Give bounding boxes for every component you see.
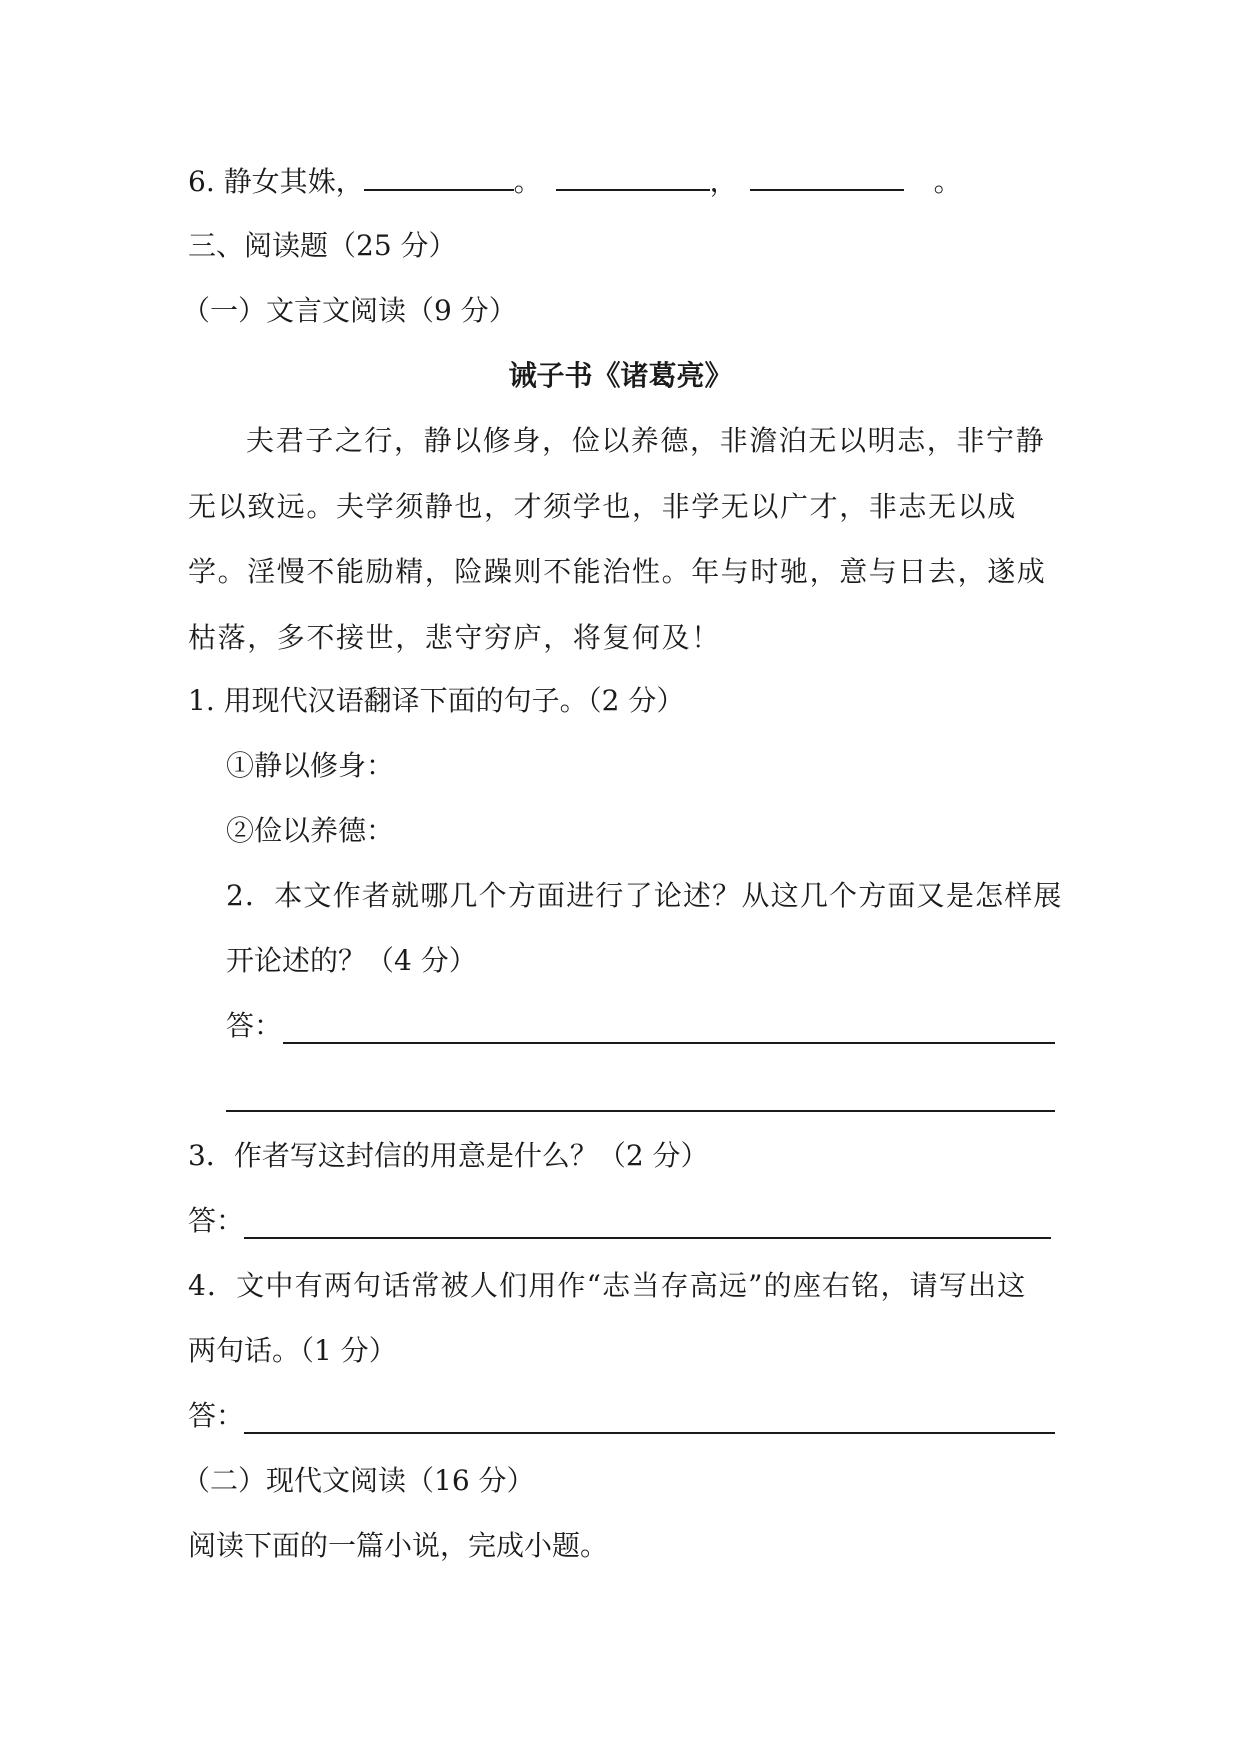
q6-sep-1: 。 (513, 165, 542, 198)
q6-prefix: 6. 静女其姝， (188, 165, 364, 198)
q1-item-1: ①静以修身： (226, 749, 395, 782)
part-2-heading: （二）现代文阅读（16 分） (182, 1464, 535, 1497)
q3-answer-line[interactable] (244, 1237, 1051, 1239)
q3-prompt: 3．作者写这封信的用意是什么？（2 分） (188, 1139, 709, 1172)
q2-prompt-line-2: 开论述的？（4 分） (226, 944, 477, 977)
q6-end: 。 (933, 165, 962, 198)
q2-answer-line-2[interactable] (226, 1110, 1055, 1112)
section-3-heading: 三、阅读题（25 分） (188, 229, 457, 262)
q4-prompt-line-2: 两句话。（1 分） (188, 1334, 397, 1367)
q2-prompt-line-1: 2．本文作者就哪几个方面进行了论述？从这几个方面又是怎样展 (226, 879, 1063, 912)
q4-prompt-line-1: 4．文中有两句话常被人们用作“志当存高远”的座右铭，请写出这 (188, 1269, 1027, 1302)
q4-answer-label: 答： (188, 1399, 245, 1432)
q2-answer-line-1[interactable] (283, 1042, 1055, 1044)
q6-blank-1[interactable] (364, 161, 514, 191)
q2-answer-label: 答： (226, 1009, 283, 1042)
fill-question-6 (188, 161, 962, 201)
q6-sep-2: ， (709, 165, 738, 198)
q6-blank-2[interactable] (556, 161, 710, 191)
part-2-intro: 阅读下面的一篇小说，完成小题。 (188, 1529, 609, 1562)
q1-prompt: 1. 用现代汉语翻译下面的句子。（2 分） (188, 684, 685, 717)
part-1-heading: （一）文言文阅读（9 分） (182, 294, 517, 327)
q3-answer-label: 答： (188, 1204, 245, 1237)
passage-title: 诫子书《诸葛亮》 (508, 359, 733, 392)
q1-item-2: ②俭以养德： (226, 814, 395, 847)
q4-answer-line[interactable] (244, 1432, 1055, 1434)
passage-text: 夫君子之行，静以修身，俭以养德，非澹泊无以明志，非宁静无以致远。夫学须静也，才须学也，非学无以广才，非志无以成学。淫慢不能励精，险躁则不能治性。年与时驰，意与日去，遂成枯落，多不接世，悲守穷庐，将复何及！ (188, 424, 1047, 654)
q6-blank-3[interactable] (750, 161, 904, 191)
